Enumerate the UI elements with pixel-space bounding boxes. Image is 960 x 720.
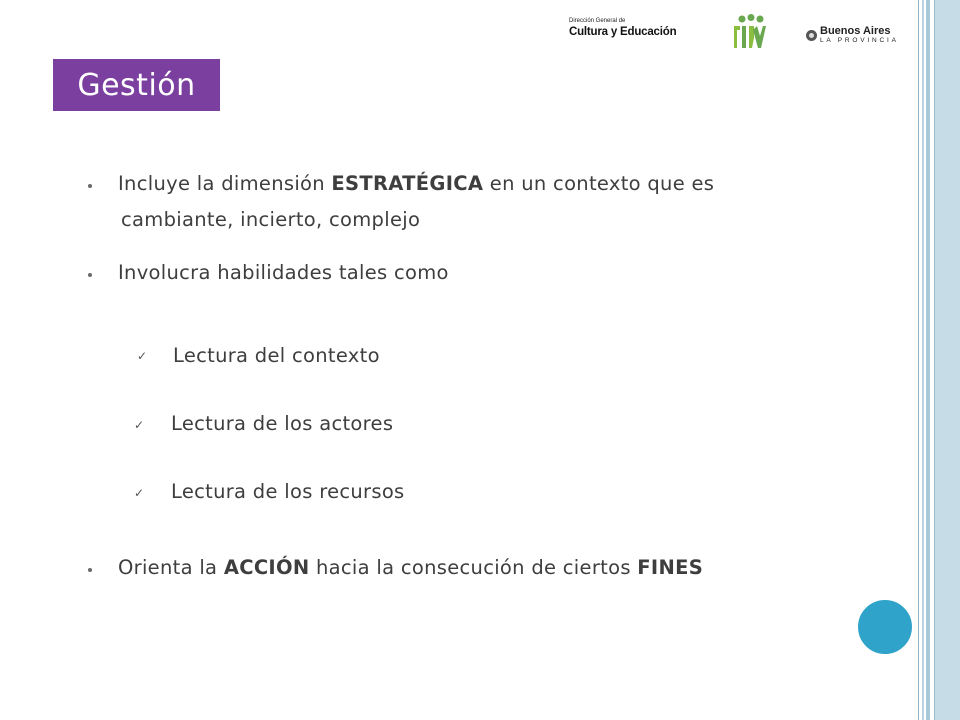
bullet-3-bold-2: FINES — [637, 556, 704, 579]
bullet-1-text-b: en un contexto que es — [483, 172, 715, 195]
logo-dge-title: Cultura y Educación — [569, 26, 677, 38]
bullet-3-text — [118, 556, 703, 579]
bullet-dot-icon — [88, 273, 92, 277]
bullet-dot-icon — [88, 568, 92, 572]
logo-ba-name: Buenos Aires — [820, 25, 891, 37]
bullet-2-text: Involucra habilidades tales como — [118, 261, 449, 284]
logo-cultura-educacion — [569, 18, 676, 39]
province-seal-icon — [806, 30, 817, 41]
bullet-1-text-a: Incluye la dimensión — [118, 172, 332, 195]
bullet-3-bold-1: ACCIÓN — [223, 556, 310, 579]
check-item-3: Lectura de los recursos — [171, 480, 405, 503]
bullet-dot-icon — [88, 184, 92, 188]
slide-title: Gestión — [77, 67, 196, 103]
checkmark-icon: ✓ — [137, 349, 148, 363]
accent-circle — [856, 598, 914, 656]
bullet-1-line-1 — [118, 172, 714, 195]
title-banner — [53, 59, 220, 111]
frame-line — [918, 0, 919, 720]
fines-logo-icon — [730, 14, 770, 50]
logo-ba-sub: LA PROVINCIA — [820, 37, 899, 44]
bullet-3-text-a: Orienta la — [118, 556, 224, 579]
checkmark-icon: ✓ — [134, 486, 145, 500]
logo-buenos-aires — [806, 26, 899, 45]
frame-band — [934, 0, 960, 720]
bullet-1-line-2: cambiante, incierto, complejo — [121, 208, 421, 231]
frame-line — [926, 0, 930, 720]
bullet-3-text-b: hacia la consecución de ciertos — [309, 556, 638, 579]
frame-line — [922, 0, 924, 720]
check-item-1: Lectura del contexto — [173, 344, 380, 367]
checkmark-icon: ✓ — [134, 418, 145, 432]
logo-dge-small-text: Dirección General de — [569, 18, 626, 24]
bullet-1-bold: ESTRATÉGICA — [331, 172, 484, 195]
check-item-2: Lectura de los actores — [171, 412, 394, 435]
